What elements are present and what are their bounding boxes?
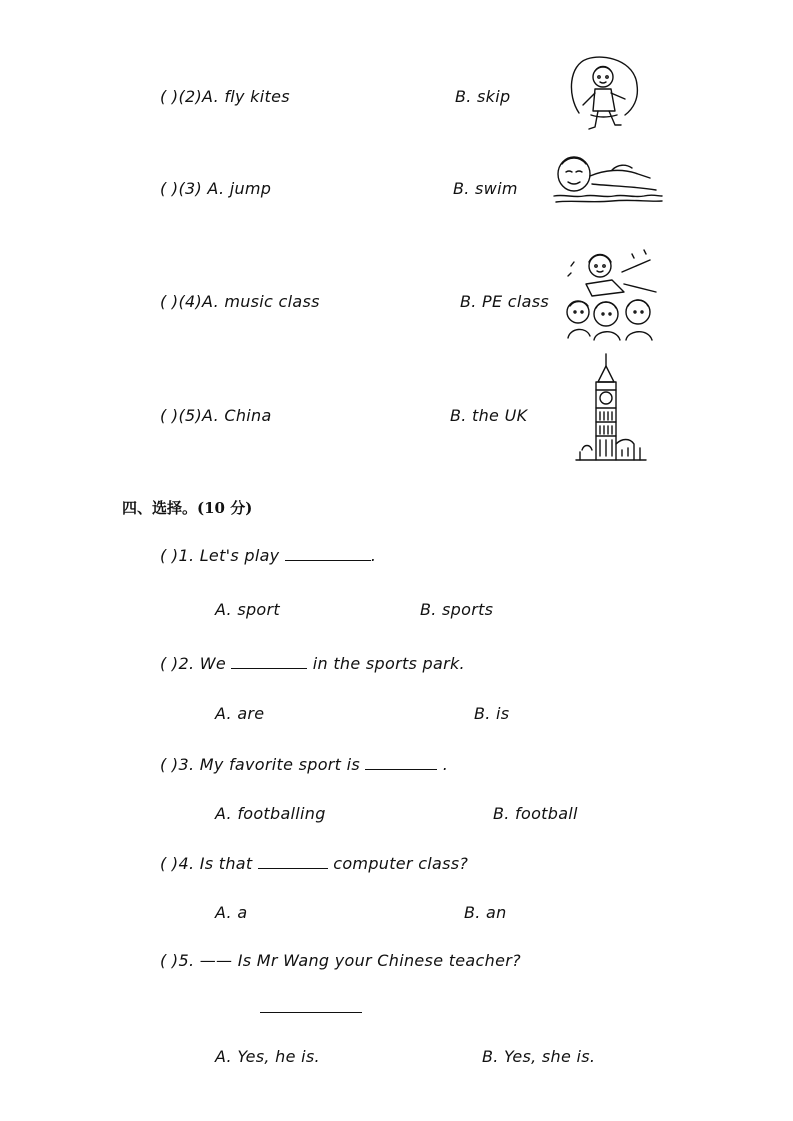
question-5-option-a: A. Yes, he is. (215, 1047, 320, 1066)
answer-blank[interactable] (365, 754, 437, 770)
person-swimming-picture (552, 150, 664, 210)
question-4 (160, 853, 468, 874)
question-3-option-a: A. footballing (215, 804, 326, 823)
girl-skipping-rope-picture (565, 55, 645, 135)
question-1-prefix: ( )1. Let's play (160, 546, 280, 565)
question-4-option-a: A. a (215, 903, 248, 922)
question-2-suffix: in the sports park. (312, 654, 465, 673)
question-3-prefix: ( )3. My favorite sport is (160, 755, 361, 774)
item-3-option-b: B. swim (453, 179, 518, 198)
question-2-option-b: B. is (474, 704, 510, 723)
question-2-option-a: A. are (215, 704, 265, 723)
answer-blank[interactable] (285, 545, 371, 561)
question-3-suffix: . (442, 755, 449, 774)
answer-blank[interactable] (260, 1012, 362, 1013)
question-2-prefix: ( )2. We (160, 654, 226, 673)
question-1 (160, 545, 376, 566)
question-5-option-b: B. Yes, she is. (482, 1047, 596, 1066)
question-3 (160, 754, 448, 775)
question-1-option-b: B. sports (420, 600, 494, 619)
big-ben-tower-picture (572, 352, 652, 467)
question-4-option-b: B. an (464, 903, 507, 922)
question-1-suffix: . (370, 546, 377, 565)
item-4-option-b: B. PE class (460, 292, 550, 311)
section-4-title: 四、选择。(10 分) (122, 499, 253, 517)
item-4-stem: ( )(4)A. music class (160, 292, 320, 311)
question-5: ( )5. —— Is Mr Wang your Chinese teacher? (160, 951, 521, 970)
question-3-option-b: B. football (493, 804, 578, 823)
question-4-prefix: ( )4. Is that (160, 854, 253, 873)
question-4-suffix: computer class? (333, 854, 469, 873)
item-2-stem: ( )(2)A. fly kites (160, 87, 290, 106)
question-2 (160, 653, 465, 674)
answer-blank[interactable] (231, 653, 307, 669)
item-2-option-b: B. skip (455, 87, 511, 106)
item-3-stem: ( )(3) A. jump (160, 179, 272, 198)
item-5-stem: ( )(5)A. China (160, 406, 272, 425)
answer-blank[interactable] (258, 853, 328, 869)
music-class-picture (562, 248, 662, 343)
item-5-option-b: B. the UK (450, 406, 528, 425)
question-1-option-a: A. sport (215, 600, 280, 619)
